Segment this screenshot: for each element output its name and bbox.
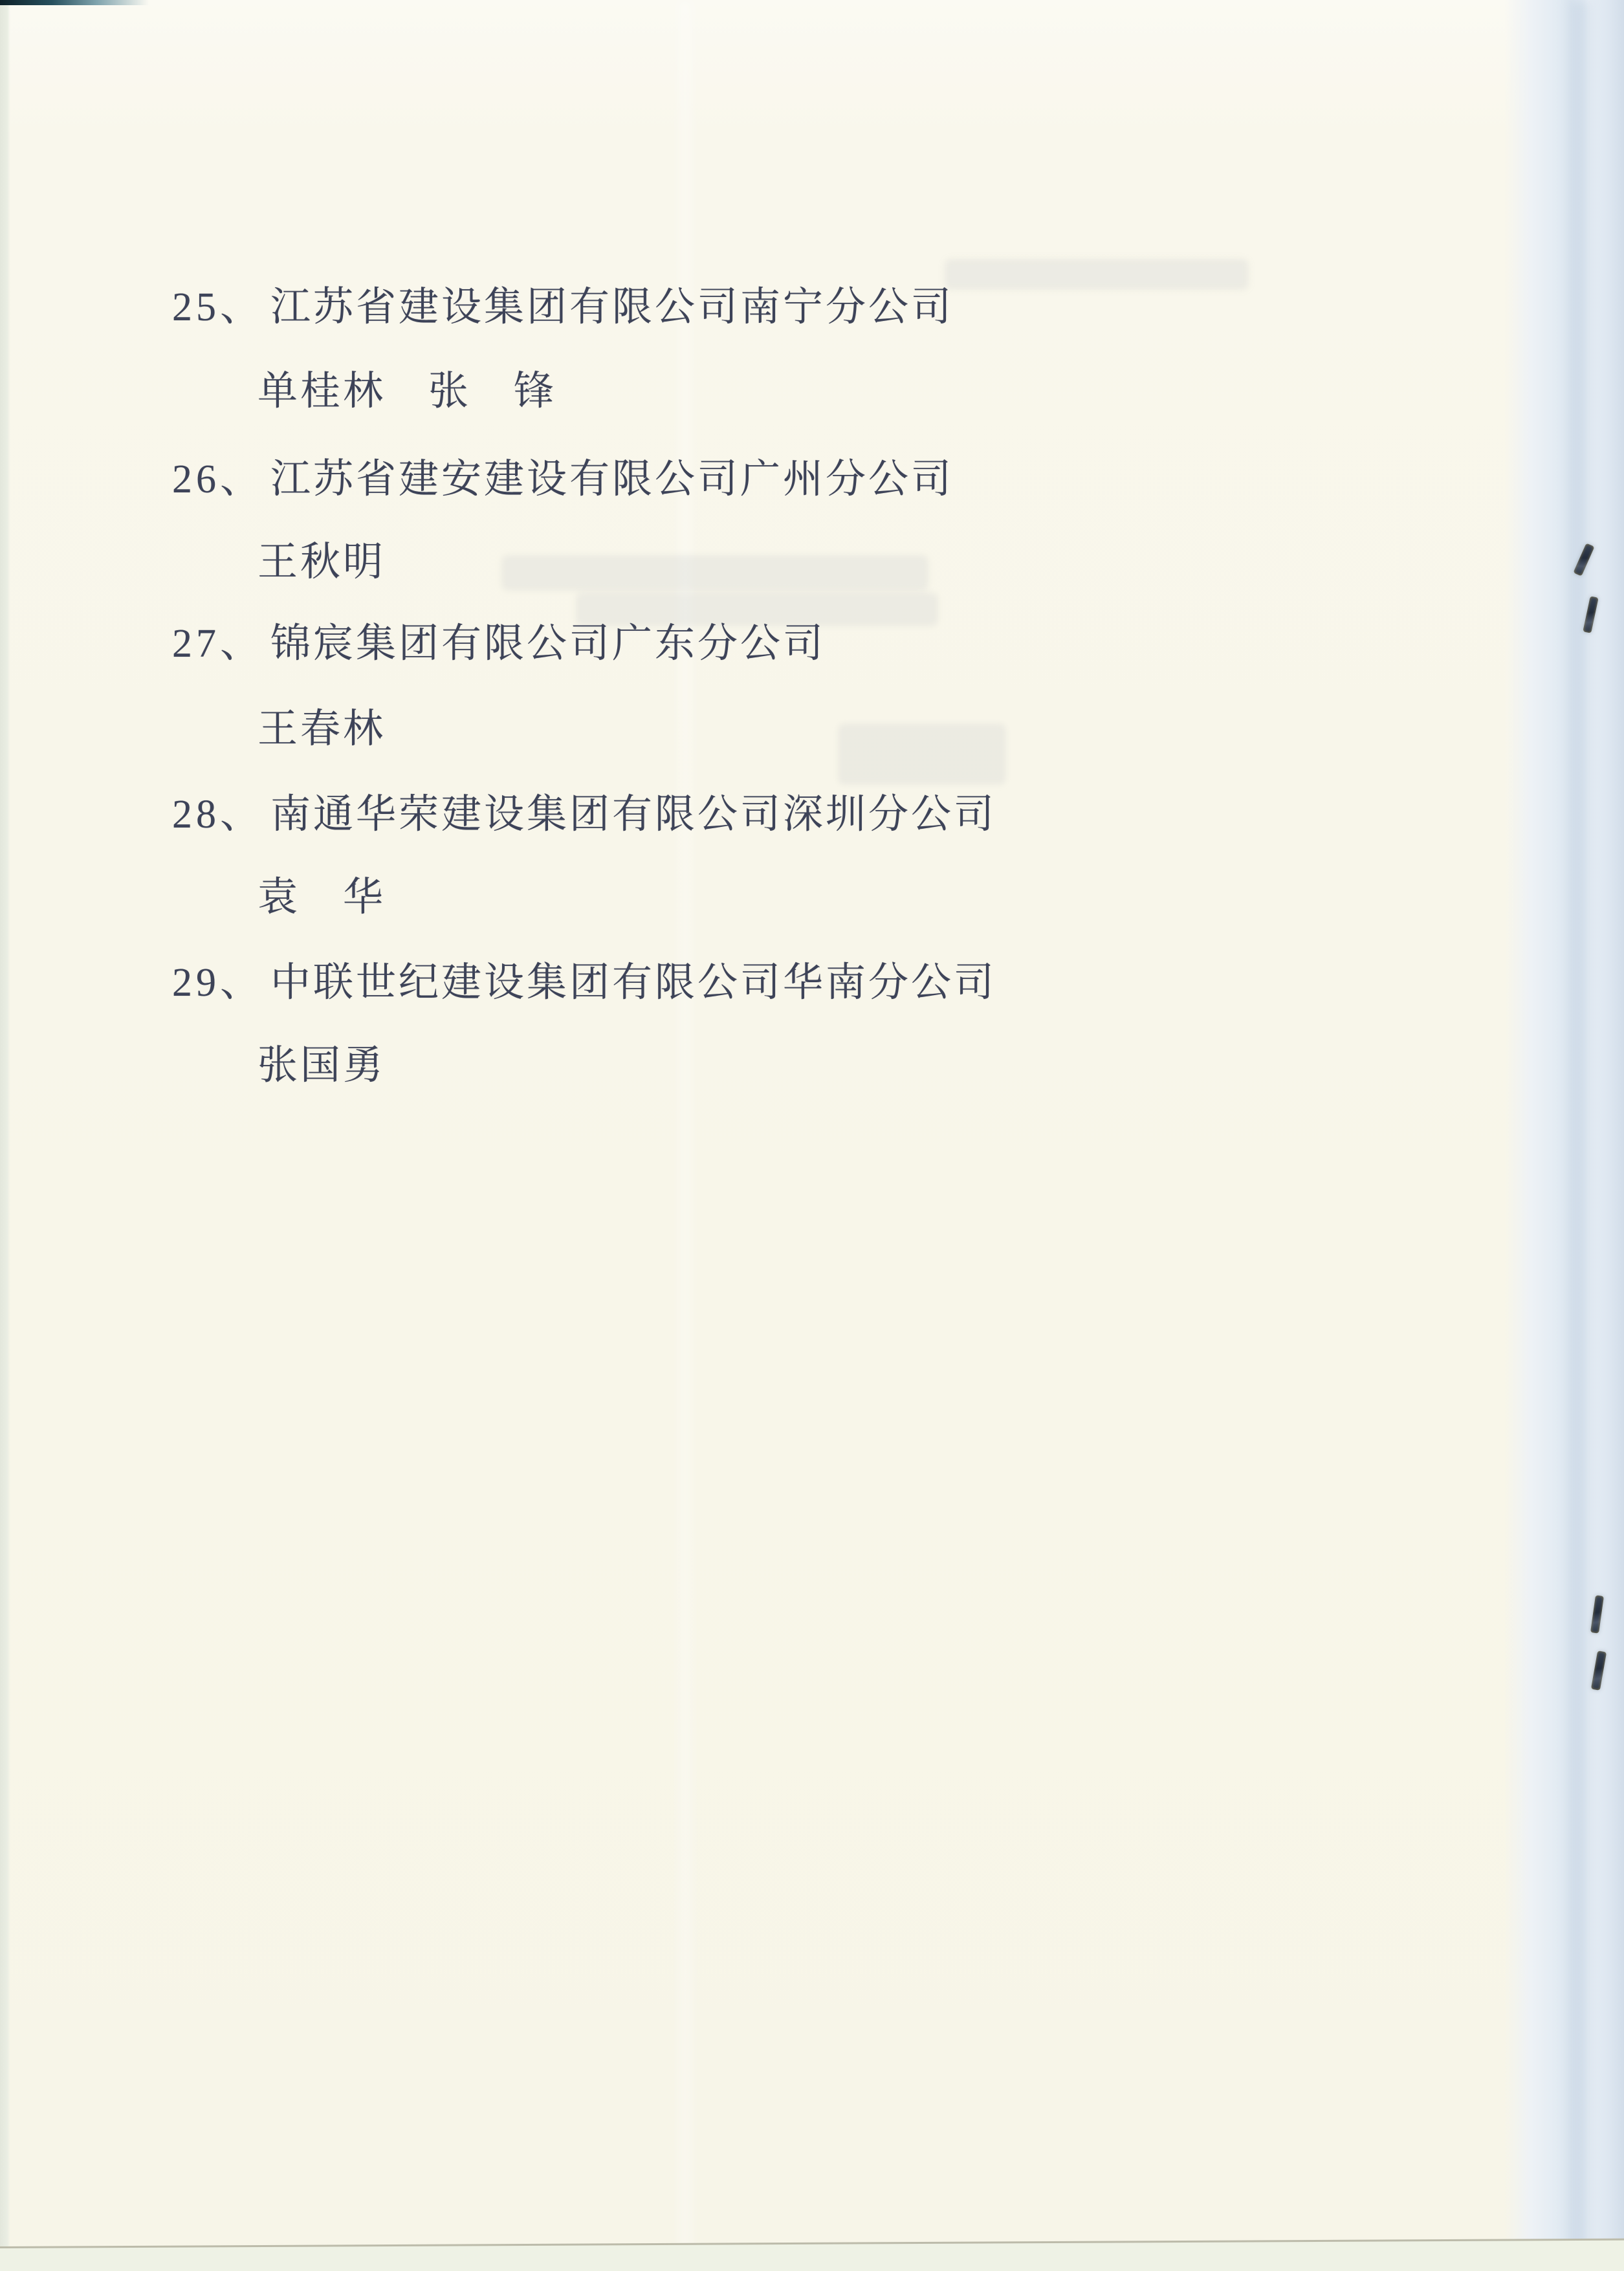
list-item-title	[172, 457, 954, 502]
page-left-edge	[0, 0, 10, 2271]
page-bottom-edge	[0, 2239, 1624, 2271]
list-item-number: 28、	[172, 793, 265, 837]
list-item-number: 29、	[172, 961, 265, 1005]
scanner-streak-artifact	[678, 0, 692, 2271]
representative-names: 张国勇	[258, 1044, 386, 1088]
list-item-title	[172, 285, 954, 330]
representative-names: 袁 华	[258, 875, 386, 919]
scan-top-edge	[0, 0, 149, 5]
bleed-through-artifact	[945, 259, 1249, 290]
list-item-number: 27、	[172, 622, 265, 666]
binding-crease-shadow	[1572, 0, 1588, 2271]
representative-names: 单桂林 张 锋	[258, 369, 557, 413]
list-item-title	[172, 792, 996, 837]
binding-edge	[1504, 0, 1624, 2271]
company-name: 江苏省建设集团有限公司南宁分公司	[270, 285, 954, 329]
company-name: 锦宸集团有限公司广东分公司	[270, 622, 826, 666]
list-item-number: 26、	[172, 457, 265, 501]
list-item-title	[172, 960, 996, 1005]
company-name: 江苏省建安建设有限公司广州分公司	[270, 457, 954, 501]
list-item-number: 25、	[172, 285, 265, 329]
company-name: 中联世纪建设集团有限公司华南分公司	[270, 961, 997, 1005]
representative-names: 王秋明	[258, 540, 386, 584]
list-item-title	[172, 621, 826, 666]
bleed-through-artifact	[501, 555, 928, 591]
company-name: 南通华荣建设集团有限公司深圳分公司	[270, 793, 997, 837]
bleed-through-artifact	[838, 723, 1006, 785]
representative-names: 王春林	[258, 707, 386, 751]
